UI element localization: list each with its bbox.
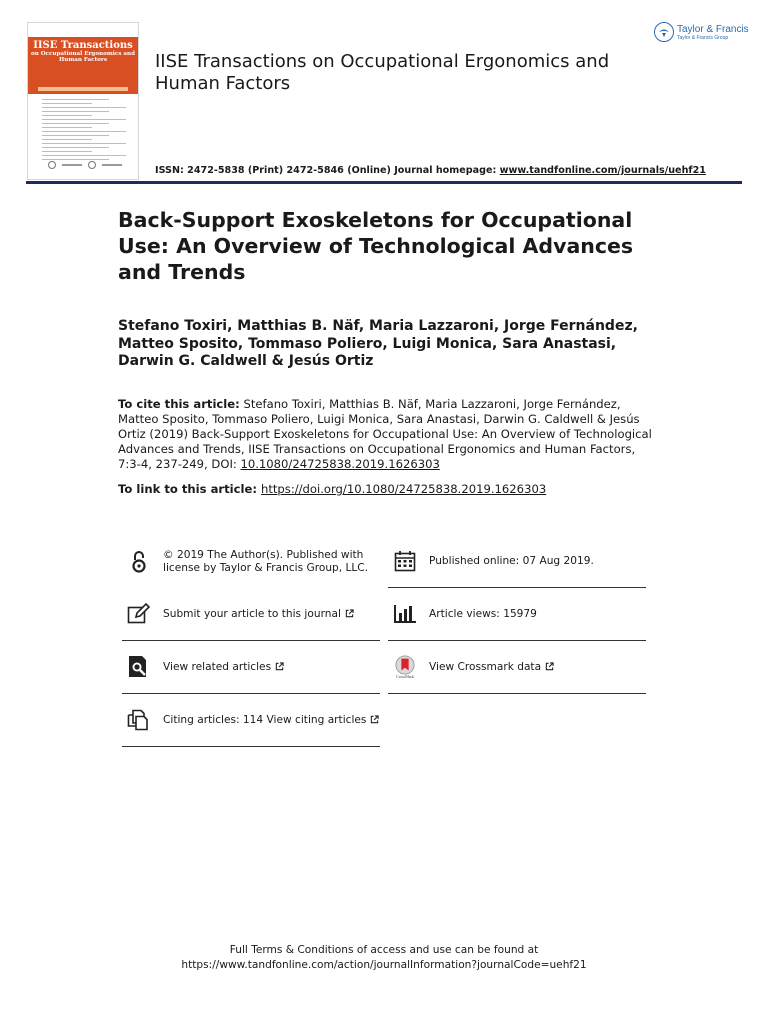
journal-cover-thumbnail <box>27 22 139 180</box>
related-text: View related articles <box>163 660 272 673</box>
article-authors: Stefano Toxiri, Matthias B. Näf, Maria Lazzaroni, Jorge Fernández, Matteo Sposito, Tommaso Poliero, Luigi Monica, Sara Anastasi, Darwin G. Caldwell & Jesús Ortiz <box>118 318 638 369</box>
issn-text: ISSN: 2472-5838 (Print) 2472-5846 (Online) Journal homepage: <box>155 165 500 176</box>
issn-line <box>155 165 706 176</box>
citing-text: Citing articles: 114 View citing articles <box>163 713 367 726</box>
calendar-icon <box>393 549 417 573</box>
external-link-icon <box>345 609 354 618</box>
license-text: © 2019 The Author(s). Published with license by Taylor & Francis Group, LLC. <box>163 548 369 574</box>
published-info <box>388 535 646 588</box>
publisher-name: Taylor & Francis <box>677 23 749 35</box>
taylor-francis-icon <box>654 22 674 42</box>
doi-link[interactable]: 10.1080/24725838.2019.1626303 <box>240 457 440 471</box>
crossmark-icon <box>393 655 417 679</box>
cover-band-subtitle: on Occupational Ergonomics and Human Factors <box>30 51 136 64</box>
open-access-icon <box>127 550 151 574</box>
crossmark-link[interactable] <box>388 641 646 694</box>
bar-chart-icon <box>393 602 417 626</box>
article-link-block <box>118 482 658 497</box>
cite-text: Stefano Toxiri, Matthias B. Näf, Maria Lazzaroni, Jorge Fernández, Matteo Sposito, Tommaso Poliero, Luigi Monica, Sara Anastasi, Darwin G. Caldwell & Jesús Ortiz (2019) Back-Support Exoskeletons for Occupational Use: An Overview of Technological Advances and Trends, IISE Transactions on Occupational Ergonomics and Human Factors, 7:3-4, 237-249, DOI: <box>118 397 652 471</box>
external-link-icon <box>370 715 379 724</box>
terms-url-link[interactable]: https://www.tandfonline.com/action/journalInformation?journalCode=uehf21 <box>181 959 587 971</box>
related-articles-link[interactable] <box>122 641 380 694</box>
submit-article-link[interactable] <box>122 588 380 641</box>
journal-homepage-link[interactable]: www.tandfonline.com/journals/uehf21 <box>499 165 706 176</box>
citation-block <box>118 397 658 472</box>
external-link-icon <box>545 662 554 671</box>
terms-footer <box>0 943 768 973</box>
link-label: To link to this article: <box>118 482 257 496</box>
publisher-logo[interactable] <box>654 22 749 42</box>
cover-title-band <box>28 37 138 94</box>
search-doc-icon <box>127 655 151 679</box>
cover-contents <box>42 99 126 163</box>
citing-articles-link[interactable] <box>122 694 380 747</box>
cover-band-title: IISE Transactions <box>33 40 133 51</box>
edit-icon <box>127 602 151 626</box>
published-text: Published online: 07 Aug 2019. <box>429 554 594 567</box>
publisher-sub: Taylor & Francis Group <box>677 34 729 41</box>
article-title: Back-Support Exoskeletons for Occupational Use: An Overview of Technological Advances and Trends <box>118 208 634 284</box>
submit-text: Submit your article to this journal <box>163 607 341 620</box>
article-views-info <box>388 588 646 641</box>
article-views-text: Article views: 15979 <box>429 607 537 620</box>
article-url-link[interactable]: https://doi.org/10.1080/24725838.2019.1626303 <box>260 482 547 496</box>
cover-logos <box>48 161 122 169</box>
journal-title: IISE Transactions on Occupational Ergonomics and Human Factors <box>155 51 610 94</box>
terms-line: Full Terms & Conditions of access and use can be found at <box>229 944 539 956</box>
crossmark-caption: CrossMark <box>396 674 414 679</box>
license-info <box>122 535 380 588</box>
header-rule <box>26 181 742 184</box>
crossmark-text: View Crossmark data <box>429 660 542 673</box>
citing-icon <box>127 708 151 732</box>
cite-label: To cite this article: <box>118 397 240 411</box>
external-link-icon <box>275 662 284 671</box>
